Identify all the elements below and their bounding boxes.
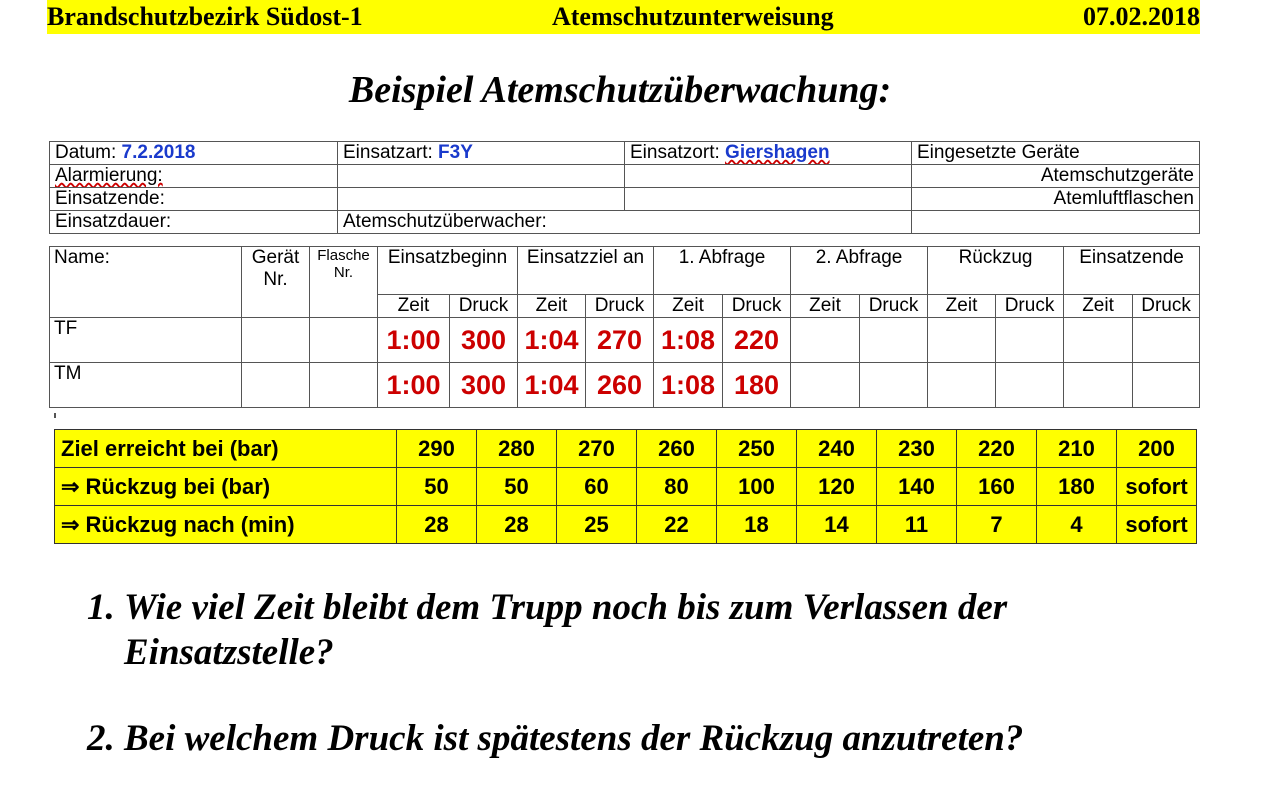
table-row [55, 430, 1197, 468]
row-value [791, 363, 860, 408]
geraete-label: Eingesetzte Geräte [912, 142, 1200, 165]
row-value: 260 [586, 363, 654, 408]
atemluftflaschen-label: Atemluftflaschen [912, 188, 1200, 211]
row-value: 1:00 [378, 363, 450, 408]
row-value [928, 363, 996, 408]
alarmierung-value [338, 165, 625, 188]
row-flasche [310, 318, 378, 363]
ref-cell: 140 [877, 468, 957, 506]
ref-cell: 50 [477, 468, 557, 506]
einsatzdauer-label: Einsatzdauer: [50, 211, 338, 234]
row-geraet [242, 318, 310, 363]
question-1 [87, 585, 1207, 675]
ref-cell: sofort [1117, 506, 1197, 544]
monitoring-log-table [49, 246, 1200, 408]
header-einsatzbeginn: Einsatzbeginn [378, 247, 518, 295]
ref-cell: 210 [1037, 430, 1117, 468]
datum-cell [50, 142, 338, 165]
divider-mark [54, 413, 56, 418]
ref-cell: 160 [957, 468, 1037, 506]
row-value: 1:04 [518, 318, 586, 363]
einsatzart-cell [338, 142, 625, 165]
ref-cell: 60 [557, 468, 637, 506]
ref-cell: 4 [1037, 506, 1117, 544]
ref-label-ziel: Ziel erreicht bei (bar) [55, 430, 397, 468]
question-number: 2. [87, 718, 115, 759]
row-value: 1:00 [378, 318, 450, 363]
row-value: 180 [723, 363, 791, 408]
header-geraet: Gerät Nr. [242, 247, 310, 318]
sub-druck: Druck [723, 295, 791, 318]
header-einsatzziel: Einsatzziel an [518, 247, 654, 295]
ref-cell: 18 [717, 506, 797, 544]
ref-cell: 180 [1037, 468, 1117, 506]
question-text: Bei welchem Druck ist spätestens der Rückzug anzutreten? [124, 718, 1024, 759]
header-topic: Atemschutzunterweisung [552, 2, 834, 31]
einsatzende-value [338, 188, 625, 211]
row-value [1064, 318, 1133, 363]
ref-cell: 260 [637, 430, 717, 468]
row-name: TM [50, 363, 242, 408]
alarmierung-text: Alarmierung: [55, 165, 163, 186]
ref-cell: 290 [397, 430, 477, 468]
sub-druck: Druck [860, 295, 928, 318]
ref-cell: 7 [957, 506, 1037, 544]
datum-label: Datum: [55, 142, 117, 163]
row-value [996, 363, 1064, 408]
ref-cell: 270 [557, 430, 637, 468]
table-row [50, 318, 1200, 363]
ref-cell: 28 [397, 506, 477, 544]
header-bar [47, 0, 1200, 34]
header-district: Brandschutzbezirk Südost-1 [47, 2, 363, 31]
header-date: 07.02.2018 [1083, 2, 1200, 31]
header-abfrage2: 2. Abfrage [791, 247, 928, 295]
row-value [791, 318, 860, 363]
sub-druck: Druck [1133, 295, 1200, 318]
atemschutzgeraete-label: Atemschutzgeräte [912, 165, 1200, 188]
row-value [1064, 363, 1133, 408]
header-einsatzende: Einsatzende [1064, 247, 1200, 295]
einsatzdauer-extra [912, 211, 1200, 234]
einsatzende-label: Einsatzende: [50, 188, 338, 211]
ref-cell: 220 [957, 430, 1037, 468]
question-number: 1. [87, 587, 115, 628]
page-title: Beispiel Atemschutzüberwachung: [348, 69, 892, 111]
row-value: 1:04 [518, 363, 586, 408]
row-geraet [242, 363, 310, 408]
sub-zeit: Zeit [518, 295, 586, 318]
ref-cell: 240 [797, 430, 877, 468]
ref-cell: 50 [397, 468, 477, 506]
sub-zeit: Zeit [1064, 295, 1133, 318]
table-row [55, 506, 1197, 544]
mission-info-table [49, 141, 1200, 234]
alarmierung-extra [625, 165, 912, 188]
datum-value: 7.2.2018 [121, 142, 196, 163]
row-value [860, 318, 928, 363]
ref-cell: sofort [1117, 468, 1197, 506]
table-row [50, 363, 1200, 408]
ref-cell: 14 [797, 506, 877, 544]
ref-label-rueckzug-bar: ⇒ Rückzug bei (bar) [55, 468, 397, 506]
ueberwacher-label: Atemschutzüberwacher: [338, 211, 912, 234]
ref-cell: 22 [637, 506, 717, 544]
ref-cell: 25 [557, 506, 637, 544]
ref-cell: 80 [637, 468, 717, 506]
ref-cell: 280 [477, 430, 557, 468]
row-value: 220 [723, 318, 791, 363]
row-value [996, 318, 1064, 363]
row-value: 270 [586, 318, 654, 363]
header-flasche: Flasche Nr. [310, 247, 378, 318]
table-row [55, 468, 1197, 506]
row-value [1133, 318, 1200, 363]
sub-zeit: Zeit [378, 295, 450, 318]
ref-label-rueckzug-min: ⇒ Rückzug nach (min) [55, 506, 397, 544]
row-value: 300 [450, 363, 518, 408]
header-abfrage1: 1. Abfrage [654, 247, 791, 295]
header-rueckzug: Rückzug [928, 247, 1064, 295]
einsatzort-value: Giershagen [725, 142, 830, 163]
ref-cell: 11 [877, 506, 957, 544]
row-value [928, 318, 996, 363]
row-value [1133, 363, 1200, 408]
sub-zeit: Zeit [791, 295, 860, 318]
row-flasche [310, 363, 378, 408]
row-value: 1:08 [654, 363, 723, 408]
sub-zeit: Zeit [928, 295, 996, 318]
sub-zeit: Zeit [654, 295, 723, 318]
reference-table [54, 429, 1197, 544]
alarmierung-label [50, 165, 338, 188]
ref-cell: 200 [1117, 430, 1197, 468]
row-name: TF [50, 318, 242, 363]
einsatzart-label: Einsatzart: [343, 142, 433, 163]
row-value: 300 [450, 318, 518, 363]
row-value: 1:08 [654, 318, 723, 363]
sub-druck: Druck [450, 295, 518, 318]
question-2 [87, 716, 1207, 761]
row-value [860, 363, 928, 408]
sub-druck: Druck [586, 295, 654, 318]
ref-cell: 100 [717, 468, 797, 506]
einsatzart-value: F3Y [438, 142, 473, 163]
einsatzende-extra [625, 188, 912, 211]
question-text: Wie viel Zeit bleibt dem Trupp noch bis zum Verlassen der Einsatzstelle? [124, 587, 1008, 673]
header-name: Name: [50, 247, 242, 318]
einsatzort-cell [625, 142, 912, 165]
ref-cell: 230 [877, 430, 957, 468]
ref-cell: 250 [717, 430, 797, 468]
sub-druck: Druck [996, 295, 1064, 318]
einsatzort-label: Einsatzort: [630, 142, 720, 163]
ref-cell: 28 [477, 506, 557, 544]
ref-cell: 120 [797, 468, 877, 506]
